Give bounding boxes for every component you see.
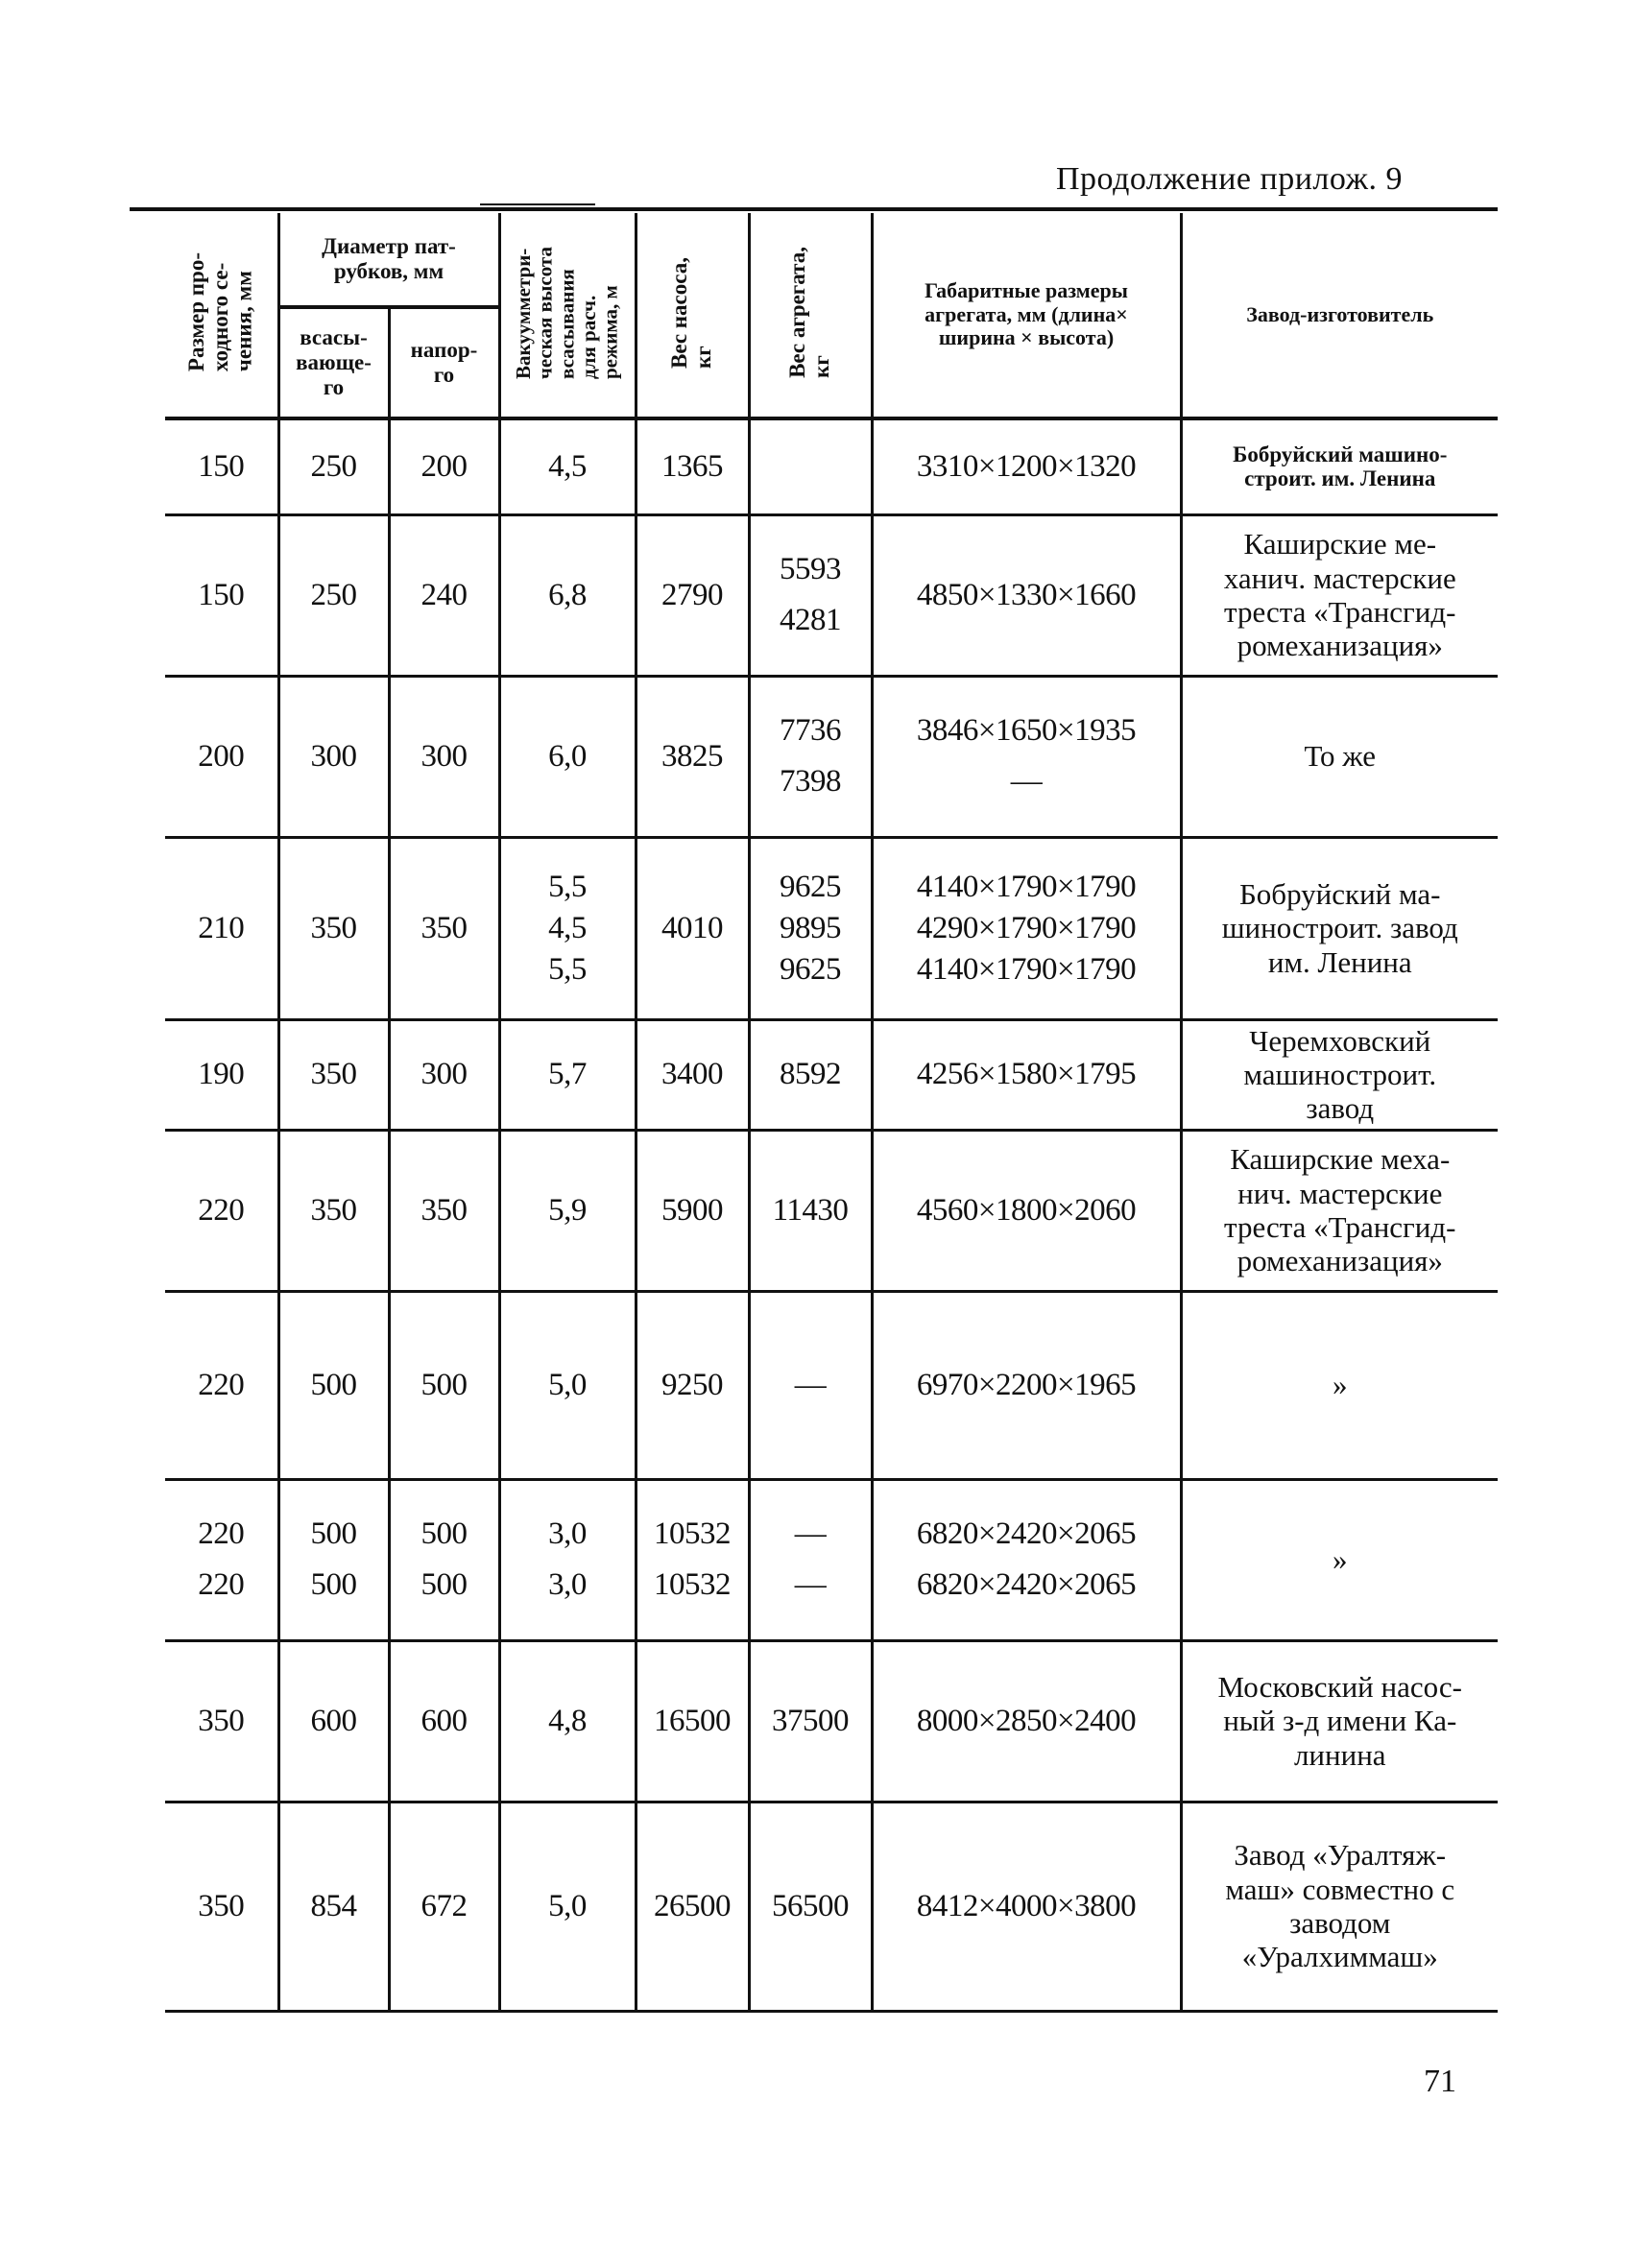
maker-cell bbox=[1181, 1019, 1498, 1130]
unit-weight-value: 5593 bbox=[780, 552, 841, 586]
maker-name: То же bbox=[1304, 739, 1377, 774]
discharge-value: 300 bbox=[420, 1057, 468, 1091]
pump-weight-cell bbox=[636, 676, 749, 837]
unit-weight-cell bbox=[749, 1802, 872, 2011]
dimensions-cell bbox=[872, 1802, 1181, 2011]
unit-weight-cell bbox=[749, 676, 872, 837]
discharge-cell bbox=[389, 837, 499, 1019]
col-dimensions-header: Габаритные размеры агрегата, мм (длина× ширина × высота) bbox=[872, 213, 1181, 418]
suction-cell bbox=[278, 1291, 389, 1479]
pump-weight-cell bbox=[636, 514, 749, 676]
vacuum-value: 5,0 bbox=[548, 1367, 587, 1402]
suction-value: 300 bbox=[310, 738, 357, 774]
unit-weight-cell bbox=[749, 418, 872, 514]
col-maker-header: Завод-изготовитель bbox=[1181, 213, 1498, 418]
size-value: 350 bbox=[198, 1703, 245, 1738]
col-vacuum-header: Вакуумметри- ческая высота всасывания для расч. режима, м bbox=[499, 213, 636, 418]
maker-name: Каширские ме- ханич. мастерские треста «Трансгид- ромеханизация» bbox=[1223, 527, 1456, 663]
suction-cell bbox=[278, 1479, 389, 1640]
vacuum-cell bbox=[499, 837, 636, 1019]
vacuum-value: 4,5 bbox=[548, 910, 587, 945]
suction-cell bbox=[278, 1019, 389, 1130]
col-pump-weight-header: Вес насоса, кг bbox=[636, 213, 749, 418]
vacuum-cell bbox=[499, 1802, 636, 2011]
discharge-cell bbox=[389, 1130, 499, 1291]
table-row bbox=[165, 1479, 1498, 1640]
dimensions-value: 6820×2420×2065 bbox=[916, 1567, 1137, 1602]
size-value: 220 bbox=[198, 1192, 245, 1228]
size-cell bbox=[165, 1479, 278, 1640]
size-value: 190 bbox=[198, 1057, 245, 1091]
suction-cell bbox=[278, 676, 389, 837]
suction-value: 350 bbox=[310, 1057, 357, 1091]
vacuum-value: 4,8 bbox=[548, 1703, 587, 1738]
vacuum-cell bbox=[499, 1479, 636, 1640]
pump-weight-cell bbox=[636, 1291, 749, 1479]
size-value: 150 bbox=[198, 577, 245, 612]
unit-weight-value: 9625 bbox=[780, 869, 841, 904]
suction-value: 600 bbox=[310, 1703, 357, 1738]
col-unit-weight-header: Вес агрегата, кг bbox=[749, 213, 872, 418]
maker-cell bbox=[1181, 676, 1498, 837]
dimensions-cell bbox=[872, 1291, 1181, 1479]
maker-name: Бобруйский машино- строит. им. Ленина bbox=[1233, 442, 1448, 491]
vacuum-value: 6,8 bbox=[548, 577, 587, 612]
size-value: 220 bbox=[198, 1516, 245, 1551]
vacuum-value: 3,0 bbox=[548, 1567, 587, 1602]
pump-weight-value: 4010 bbox=[661, 910, 723, 945]
discharge-cell bbox=[389, 1802, 499, 2011]
size-cell bbox=[165, 514, 278, 676]
vacuum-value: 5,5 bbox=[548, 951, 587, 987]
vacuum-cell bbox=[499, 1640, 636, 1802]
vacuum-cell bbox=[499, 676, 636, 837]
unit-weight-value: 7736 bbox=[780, 713, 841, 748]
unit-weight-value: — bbox=[794, 1567, 827, 1602]
table-row bbox=[165, 1802, 1498, 2011]
unit-weight-cell bbox=[749, 514, 872, 676]
pump-weight-value: 3825 bbox=[661, 738, 723, 774]
pump-weight-value: 10532 bbox=[654, 1516, 731, 1551]
pump-weight-cell bbox=[636, 1640, 749, 1802]
suction-cell bbox=[278, 1802, 389, 2011]
top-rule-short bbox=[480, 203, 595, 205]
dimensions-value: 4560×1800×2060 bbox=[916, 1192, 1137, 1228]
suction-cell bbox=[278, 1130, 389, 1291]
unit-weight-value: 4281 bbox=[780, 603, 841, 637]
vacuum-value: 5,9 bbox=[548, 1192, 587, 1228]
pump-weight-cell bbox=[636, 1802, 749, 2011]
size-value: 150 bbox=[198, 448, 245, 484]
unit-weight-cell bbox=[749, 1479, 872, 1640]
dimensions-value: 4290×1790×1790 bbox=[916, 910, 1137, 945]
vacuum-value: 4,5 bbox=[548, 448, 587, 484]
vacuum-cell bbox=[499, 1291, 636, 1479]
discharge-value: 600 bbox=[420, 1703, 468, 1738]
maker-cell bbox=[1181, 1291, 1498, 1479]
suction-value: 350 bbox=[310, 1192, 357, 1228]
unit-weight-value: 7398 bbox=[780, 764, 841, 799]
vacuum-cell bbox=[499, 514, 636, 676]
table-row bbox=[165, 837, 1498, 1019]
suction-value: 500 bbox=[310, 1516, 357, 1551]
discharge-cell bbox=[389, 1640, 499, 1802]
unit-weight-cell bbox=[749, 1640, 872, 1802]
dimensions-cell bbox=[872, 1130, 1181, 1291]
size-cell bbox=[165, 1130, 278, 1291]
maker-cell bbox=[1181, 1479, 1498, 1640]
maker-cell bbox=[1181, 1640, 1498, 1802]
col-suction-header: всасы- вающе- го bbox=[278, 307, 389, 418]
table-row bbox=[165, 1640, 1498, 1802]
suction-cell bbox=[278, 1640, 389, 1802]
unit-weight-cell bbox=[749, 1291, 872, 1479]
dimensions-value: 4140×1790×1790 bbox=[916, 951, 1137, 987]
suction-cell bbox=[278, 418, 389, 514]
page-number: 71 bbox=[1424, 2064, 1456, 2099]
discharge-cell bbox=[389, 418, 499, 514]
maker-name: » bbox=[1333, 1542, 1348, 1577]
size-cell bbox=[165, 1019, 278, 1130]
dimensions-value: 4850×1330×1660 bbox=[916, 577, 1137, 612]
discharge-value: 240 bbox=[420, 577, 468, 612]
maker-name: Черемховский машиностроит. завод bbox=[1243, 1023, 1437, 1126]
dimensions-value: 8412×4000×3800 bbox=[916, 1888, 1137, 1923]
unit-weight-value: 37500 bbox=[772, 1703, 849, 1738]
discharge-cell bbox=[389, 1291, 499, 1479]
dimensions-cell bbox=[872, 676, 1181, 837]
unit-weight-value: 9625 bbox=[780, 951, 841, 987]
size-value: 220 bbox=[198, 1567, 245, 1602]
unit-weight-cell bbox=[749, 1019, 872, 1130]
discharge-cell bbox=[389, 514, 499, 676]
discharge-cell bbox=[389, 1019, 499, 1130]
discharge-value: 500 bbox=[420, 1367, 468, 1402]
dimensions-value: 3310×1200×1320 bbox=[916, 448, 1137, 484]
unit-weight-value: 8592 bbox=[780, 1057, 841, 1091]
pump-weight-value: 5900 bbox=[661, 1192, 723, 1228]
col-size-header: Размер про- ходного се- чения, мм bbox=[165, 213, 278, 418]
discharge-value: 500 bbox=[420, 1567, 468, 1602]
table-row bbox=[165, 1019, 1498, 1130]
table-row bbox=[165, 514, 1498, 676]
discharge-cell bbox=[389, 676, 499, 837]
maker-cell bbox=[1181, 418, 1498, 514]
size-cell bbox=[165, 1802, 278, 2011]
dimensions-value: 4256×1580×1795 bbox=[916, 1057, 1137, 1091]
pump-weight-value: 16500 bbox=[654, 1703, 731, 1738]
size-cell bbox=[165, 1640, 278, 1802]
pump-weight-cell bbox=[636, 837, 749, 1019]
pump-weight-cell bbox=[636, 1019, 749, 1130]
dimensions-value: 6820×2420×2065 bbox=[916, 1516, 1137, 1551]
size-cell bbox=[165, 418, 278, 514]
unit-weight-value: 9895 bbox=[780, 910, 841, 945]
suction-value: 500 bbox=[310, 1567, 357, 1602]
dimensions-value: 4140×1790×1790 bbox=[916, 869, 1137, 904]
dimensions-cell bbox=[872, 1479, 1181, 1640]
suction-value: 250 bbox=[310, 448, 357, 484]
vacuum-value: 6,0 bbox=[548, 738, 587, 774]
dimensions-value: 6970×2200×1965 bbox=[916, 1367, 1137, 1402]
vacuum-cell bbox=[499, 418, 636, 514]
page-heading: Продолжение прилож. 9 bbox=[1056, 161, 1404, 197]
table-row bbox=[165, 1291, 1498, 1479]
unit-weight-value: — bbox=[794, 1516, 827, 1551]
discharge-value: 672 bbox=[420, 1888, 468, 1923]
suction-cell bbox=[278, 514, 389, 676]
pump-weight-cell bbox=[636, 1130, 749, 1291]
dimensions-cell bbox=[872, 1019, 1181, 1130]
dimensions-value: 3846×1650×1935 bbox=[916, 713, 1137, 748]
pump-weight-value: 1365 bbox=[661, 448, 723, 484]
col-discharge-header: напор- го bbox=[389, 307, 499, 418]
suction-value: 250 bbox=[310, 577, 357, 612]
suction-cell bbox=[278, 837, 389, 1019]
maker-cell bbox=[1181, 837, 1498, 1019]
table-row bbox=[165, 1130, 1498, 1291]
size-cell bbox=[165, 676, 278, 837]
pump-weight-value: 26500 bbox=[654, 1888, 731, 1923]
dimensions-value: — bbox=[1010, 764, 1043, 799]
dimensions-value: 8000×2850×2400 bbox=[916, 1703, 1137, 1738]
unit-weight-value: — bbox=[794, 1367, 827, 1402]
vacuum-value: 5,7 bbox=[548, 1057, 587, 1091]
discharge-value: 300 bbox=[420, 738, 468, 774]
size-value: 350 bbox=[198, 1888, 245, 1923]
unit-weight-value: 11430 bbox=[772, 1192, 849, 1228]
maker-cell bbox=[1181, 1130, 1498, 1291]
table-row bbox=[165, 676, 1498, 837]
maker-name: Бобруйский ма- шиностроит. завод им. Ленина bbox=[1221, 877, 1458, 979]
maker-name: » bbox=[1333, 1368, 1348, 1402]
pump-table bbox=[165, 213, 1498, 2013]
size-cell bbox=[165, 1291, 278, 1479]
vacuum-cell bbox=[499, 1019, 636, 1130]
top-rule bbox=[130, 207, 1498, 211]
size-cell bbox=[165, 837, 278, 1019]
maker-name: Завод «Уралтяж- маш» совместно с заводом «Уралхиммаш» bbox=[1225, 1838, 1455, 1974]
dimensions-cell bbox=[872, 837, 1181, 1019]
pump-weight-value: 10532 bbox=[654, 1567, 731, 1602]
unit-weight-value: 56500 bbox=[772, 1888, 849, 1923]
dimensions-cell bbox=[872, 1640, 1181, 1802]
maker-cell bbox=[1181, 1802, 1498, 2011]
pump-weight-value: 2790 bbox=[661, 577, 723, 612]
size-value: 200 bbox=[198, 738, 245, 774]
discharge-value: 350 bbox=[420, 910, 468, 945]
dimensions-cell bbox=[872, 514, 1181, 676]
pump-weight-value: 3400 bbox=[661, 1057, 723, 1091]
unit-weight-cell bbox=[749, 837, 872, 1019]
discharge-value: 200 bbox=[420, 448, 468, 484]
table-row bbox=[165, 418, 1498, 514]
maker-name: Московский насос- ный з-д имени Ка- линина bbox=[1217, 1670, 1462, 1772]
unit-weight-cell bbox=[749, 1130, 872, 1291]
size-value: 220 bbox=[198, 1367, 245, 1402]
size-value: 210 bbox=[198, 910, 245, 945]
suction-value: 854 bbox=[310, 1888, 357, 1923]
discharge-value: 350 bbox=[420, 1192, 468, 1228]
pump-weight-value: 9250 bbox=[661, 1367, 723, 1402]
suction-value: 500 bbox=[310, 1367, 357, 1402]
suction-value: 350 bbox=[310, 910, 357, 945]
maker-name: Каширские меха- нич. мастерские треста «Трансгид- ромеханизация» bbox=[1224, 1142, 1456, 1278]
vacuum-value: 5,0 bbox=[548, 1888, 587, 1923]
vacuum-value: 3,0 bbox=[548, 1516, 587, 1551]
col-diameter-header: Диаметр пат- рубков, мм bbox=[278, 213, 499, 307]
maker-cell bbox=[1181, 514, 1498, 676]
discharge-value: 500 bbox=[420, 1516, 468, 1551]
vacuum-cell bbox=[499, 1130, 636, 1291]
table-body bbox=[165, 418, 1498, 2011]
pump-weight-cell bbox=[636, 418, 749, 514]
pump-weight-cell bbox=[636, 1479, 749, 1640]
discharge-cell bbox=[389, 1479, 499, 1640]
dimensions-cell bbox=[872, 418, 1181, 514]
vacuum-value: 5,5 bbox=[548, 869, 587, 904]
